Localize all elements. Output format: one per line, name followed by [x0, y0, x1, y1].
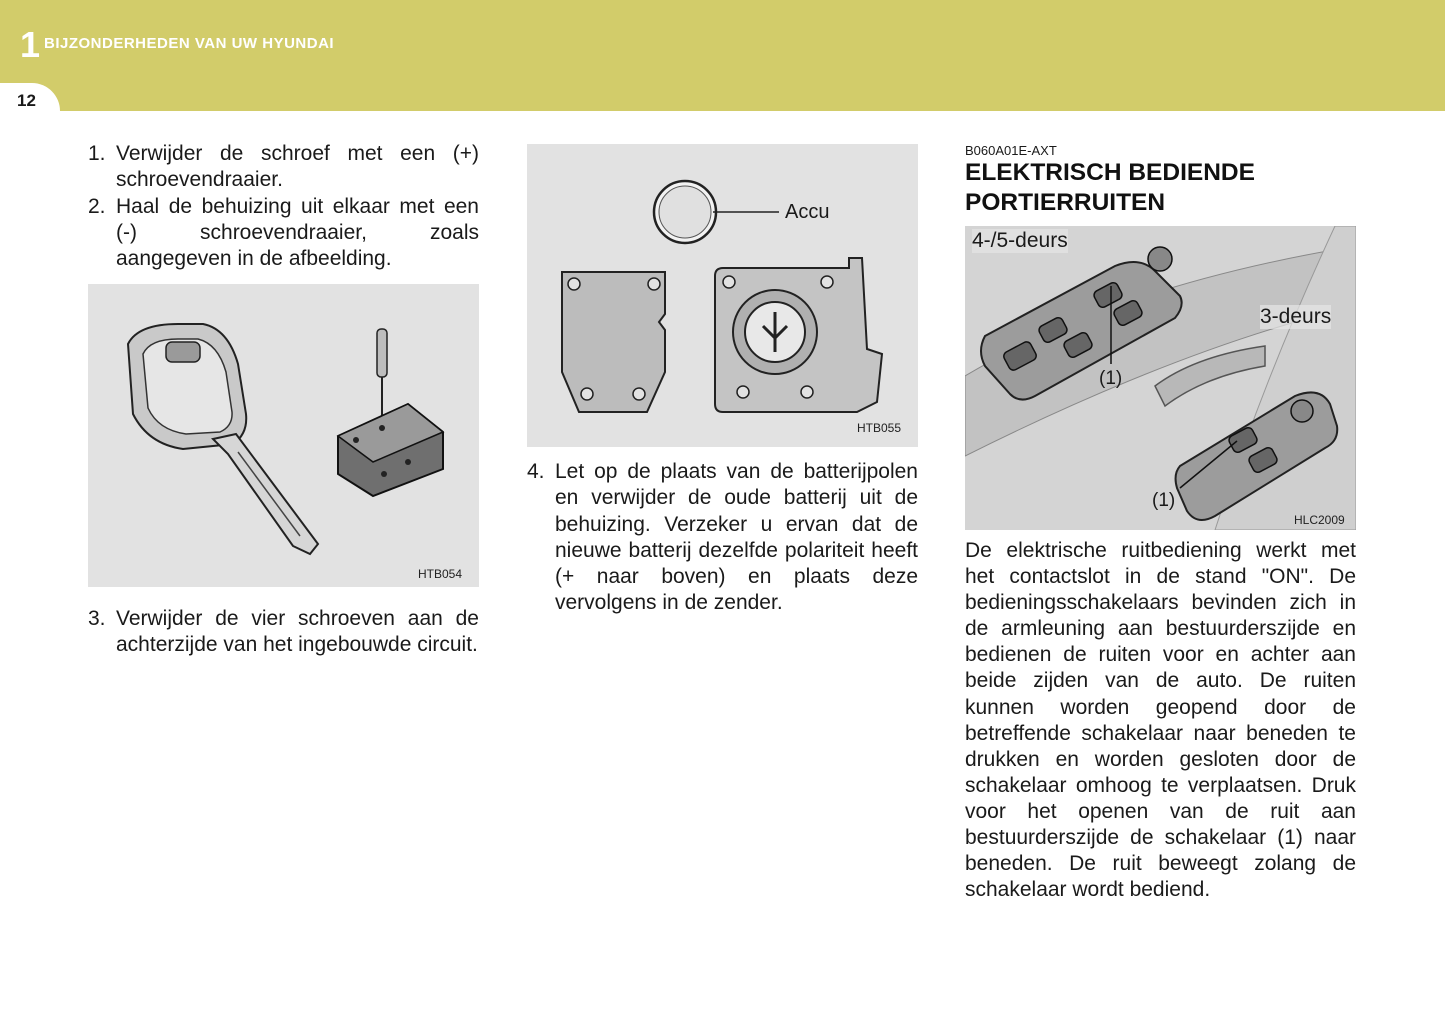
section-title-line-1: ELEKTRISCH BEDIENDE: [965, 159, 1255, 186]
step-number: 4.: [527, 460, 545, 483]
list-item: [527, 459, 918, 617]
step-text: Verwijder de schroef met een (+) schroevendraaier.: [116, 142, 479, 192]
steps-1-2: [88, 141, 479, 272]
figure-label-4-5-deurs: 4-/5-deurs: [972, 229, 1068, 252]
step-4: [527, 459, 918, 617]
section-title-line-2: PORTIERRUITEN: [965, 189, 1166, 216]
battery-illustration: [527, 144, 918, 447]
list-item: [88, 194, 479, 273]
list-item: [88, 141, 479, 194]
battery-figure: [527, 144, 918, 447]
figure-code: HTB055: [857, 421, 902, 435]
step-number: 3.: [88, 607, 106, 630]
window-switch-illustration: [965, 226, 1356, 530]
step-text: Let op de plaats van de batterijpolen en verwijder de oude batterij uit de behuizing. Verzeker u ervan dat de nieuwe batterij dezelfde polariteit heeft (+ naar boven) en plaats deze vervolgens in de zender.: [555, 460, 918, 615]
key-disassembly-figure: [88, 284, 479, 587]
step-text: Verwijder de vier schroeven aan de achterzijde van het ingebouwde circuit.: [116, 607, 479, 657]
step-text: Haal de behuizing uit elkaar met een (-) schroevendraaier, zoals aangegeven in de afbeelding.: [116, 194, 479, 271]
callout-1: (1): [1152, 490, 1176, 511]
battery-label: Accu: [785, 201, 830, 223]
callout-1: (1): [1099, 368, 1123, 389]
section-title: [965, 158, 1365, 218]
chapter-header-band: [0, 0, 1445, 111]
page-number: 12: [17, 91, 36, 110]
window-switch-figure: [965, 226, 1356, 530]
figure-label-3-deurs: 3-deurs: [1260, 305, 1332, 328]
figure-code: HTB054: [418, 567, 463, 581]
step-3: [88, 606, 479, 659]
chapter-number: 1: [20, 24, 41, 65]
chapter-title: BIJZONDERHEDEN VAN UW HYUNDAI: [44, 35, 335, 52]
section-body: De elektrische ruitbediening werkt met het contactslot in de stand "ON". De bedieningsschakelaars bevinden zich in de armleuning aan bestuurderszijde en bedienen de ruiten voor en achter aan beide zijden van de auto. De ruiten kunnen worden geopend door de betreffende schakelaar naar beneden te drukken en worden gesloten door de schakelaar omhoog te verplaatsen. Druk voor het openen van de ruit aan bestuurderszijde de schakelaar (1) naar beneden. De ruit beweegt zolang de schakelaar wordt bediend.: [965, 539, 1356, 902]
figure-code: HLC2009: [1294, 513, 1345, 527]
list-item: [88, 606, 479, 659]
step-number: 2.: [88, 194, 106, 218]
key-disassembly-illustration: [88, 284, 479, 587]
step-number: 1.: [88, 142, 106, 165]
section-code: B060A01E-AXT: [965, 143, 1057, 158]
